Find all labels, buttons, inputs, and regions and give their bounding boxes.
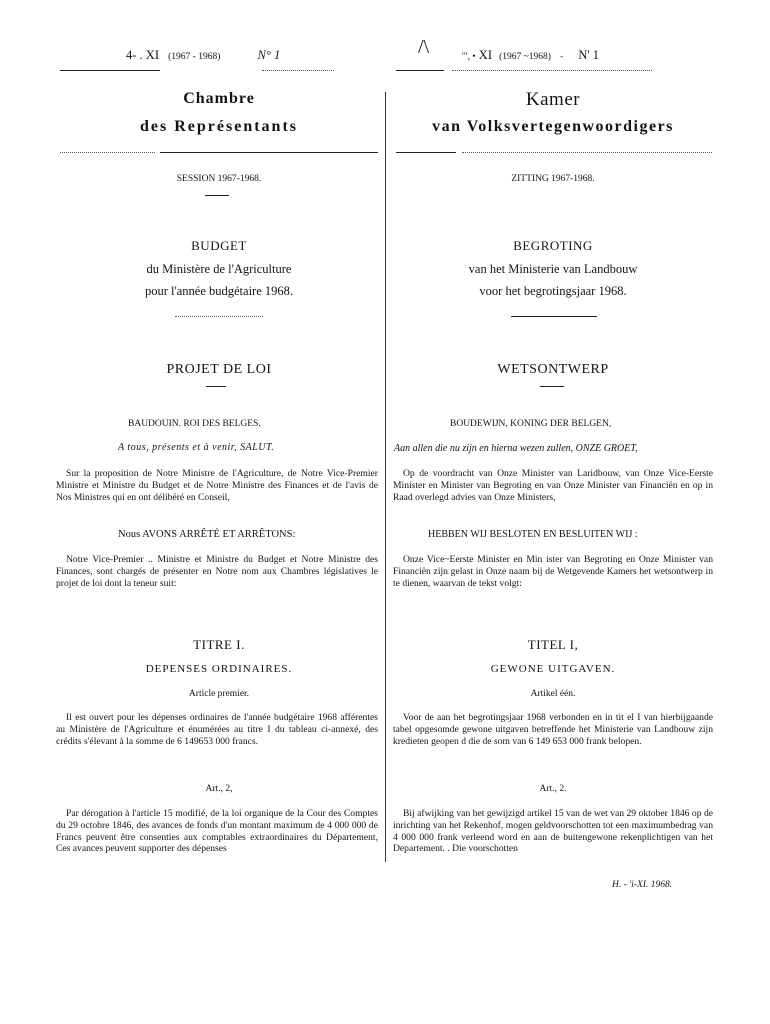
right-header-rule-2: [452, 70, 652, 71]
right-projet-title: WETSONTWERP: [497, 362, 609, 377]
left-article-2: Art., 2,: [205, 784, 233, 794]
left-projet-title: PROJET DE LOI: [166, 362, 272, 377]
right-titel: TITEL I,: [527, 637, 579, 652]
right-para-artikel2: Bij afwijking van het gewijzigd artikel 15 van de wet van 29 oktober 1846 op de inrichting van het Rekenhof, mogen geldvoorschotten tot een maximumbedrag van 4 000 000 frank verleend word en aan de buitengewone rekenplichtigen van het Departement. . Die voorschotten: [393, 808, 713, 855]
left-para-proposition: Sur la proposition de Notre Ministre de l'Agriculture, de Notre Vice-Premier Ministre et Ministre du Budget et de Notre Ministre des Finances et de l'avis de Nos Ministres qui en ont délibéré en Conseil,: [56, 468, 378, 503]
right-header: [462, 48, 762, 63]
right-artikel-een: Artikel één.: [530, 689, 576, 699]
left-article-premier: Article premier.: [188, 689, 250, 699]
right-para-gelast: Onze Vice~Eerste Minister en Min ister van Begroting en Onze Minister van Financiën zijn gelast in Onze naam bij de Wetgevende Kamers het wetsontwerp in te dienen, waarvan de tekst volgt:: [393, 554, 713, 589]
chamber-title-line2: des Représentants: [140, 118, 298, 135]
left-titre: TITRE I.: [193, 637, 245, 652]
left-budget-line1: du Ministère de l'Agriculture: [146, 262, 292, 276]
left-header-rule-2: [262, 70, 334, 71]
left-session-rule: [205, 195, 229, 196]
left-projet-rule: [206, 386, 226, 387]
left-decree: Nous AVONS ARRÊTÉ ET ARRÊTONS:: [118, 529, 296, 540]
right-header-no: N' 1: [578, 48, 600, 62]
right-budget-line1: van het Ministerie van Landbouw: [468, 262, 638, 276]
left-header-rule: [60, 70, 160, 71]
left-budget-rule: [175, 316, 263, 317]
right-header-rule: [396, 70, 444, 71]
left-header-session: . XI: [139, 48, 159, 62]
left-chamber-rule-dots: [60, 152, 155, 153]
right-budget-line2: voor het begrotingsjaar 1968.: [479, 284, 627, 298]
right-handwritten-mark: /\: [418, 36, 430, 58]
left-king: BAUDOUIN. ROI DES BELGES.: [128, 419, 261, 429]
right-para-artikel1: Voor de aan het begrotingsjaar 1968 verbonden en in tit el I van hierbijgaande tabel opgesomde gewone uitgaven betreffende het Ministerie van Landbouw zijn kredieten geopen d die de som van 6 149 653 000 frank belopen.: [393, 712, 713, 747]
left-chamber-rule: [160, 152, 378, 153]
left-budget-line2: pour l'année budgétaire 1968.: [144, 284, 294, 298]
kamer-title-line2: van Volksvertegenwoordigers: [432, 118, 674, 135]
right-decree: HEBBEN WIJ BESLOTEN EN BESLUITEN WIJ :: [428, 529, 638, 540]
right-header-marks: '", •: [462, 52, 476, 62]
right-chamber-rule-dots: [462, 152, 712, 153]
right-gewone-uitgaven: GEWONE UITGAVEN.: [490, 663, 616, 675]
left-header-years: (1967 - 1968): [168, 52, 221, 62]
left-para-charge: Notre Vice-Premier .. Ministre et Ministre du Budget et Notre Ministre des Finances, sont chargés de présenter en Notre nom aux Chambres législatives le projet de loi dont la teneur suit:: [56, 554, 378, 589]
right-greeting: Aan allen die nu zijn en hierna wezen zullen, ONZE GROET,: [394, 443, 638, 454]
right-header-session: XI: [478, 48, 492, 62]
left-depenses: DEPENSES ORDINAIRES.: [145, 663, 293, 675]
right-projet-rule: [540, 386, 564, 387]
column-divider: [385, 92, 386, 862]
left-para-article1: Il est ouvert pour les dépenses ordinaires de l'année budgétaire 1968 afférentes au Ministère de l'Agriculture et énumérées au titre I du tableau ci-annexé, des crédits s'élevant à la somme de 6 149653 000 francs.: [56, 712, 378, 747]
left-session: SESSION 1967-1968.: [176, 174, 262, 184]
right-king: BOUDEWIJN, KONING DER BELGEN,: [450, 419, 612, 429]
right-session: ZITTING 1967-1968.: [511, 174, 595, 184]
left-header: [126, 48, 386, 63]
kamer-title-line1: Kamer: [525, 89, 581, 110]
left-header-no: N° 1: [257, 48, 281, 62]
right-chamber-rule: [396, 152, 456, 153]
right-article-2: Art., 2.: [539, 784, 567, 794]
left-greeting: A tous, présents et à venir, SALUT.: [118, 442, 275, 453]
right-header-years: (1967 ~1968): [499, 52, 551, 62]
right-budget-rule: [511, 316, 597, 317]
right-para-voordracht: Op de voordracht van Onze Minister van Laridbouw, van Onze Vice-Eerste Minister en Minister van Begroting en van Onze Minister van Financiën en op in Raad overlegd advies van Onze Ministers,: [393, 468, 713, 503]
left-budget-title: BUDGET: [191, 238, 247, 253]
chamber-title-line1: Chambre: [183, 90, 255, 107]
right-budget-title: BEGROTING: [513, 238, 593, 253]
page-footer-reference: H. - 'i-XI. 1968.: [612, 880, 673, 890]
left-para-article2: Par dérogation à l'article 15 modifié, de la loi organique de la Cour des Comptes du 29 octobre 1846, des avances de fonds d'un montant maximum de 4 000 000 de Francs peuvent être consenties aux comptables extraordinaires du Département, Ces avances peuvent supporter des dépenses: [56, 808, 378, 855]
left-header-num: 4-: [126, 48, 137, 62]
right-header-dash: -: [560, 52, 564, 62]
